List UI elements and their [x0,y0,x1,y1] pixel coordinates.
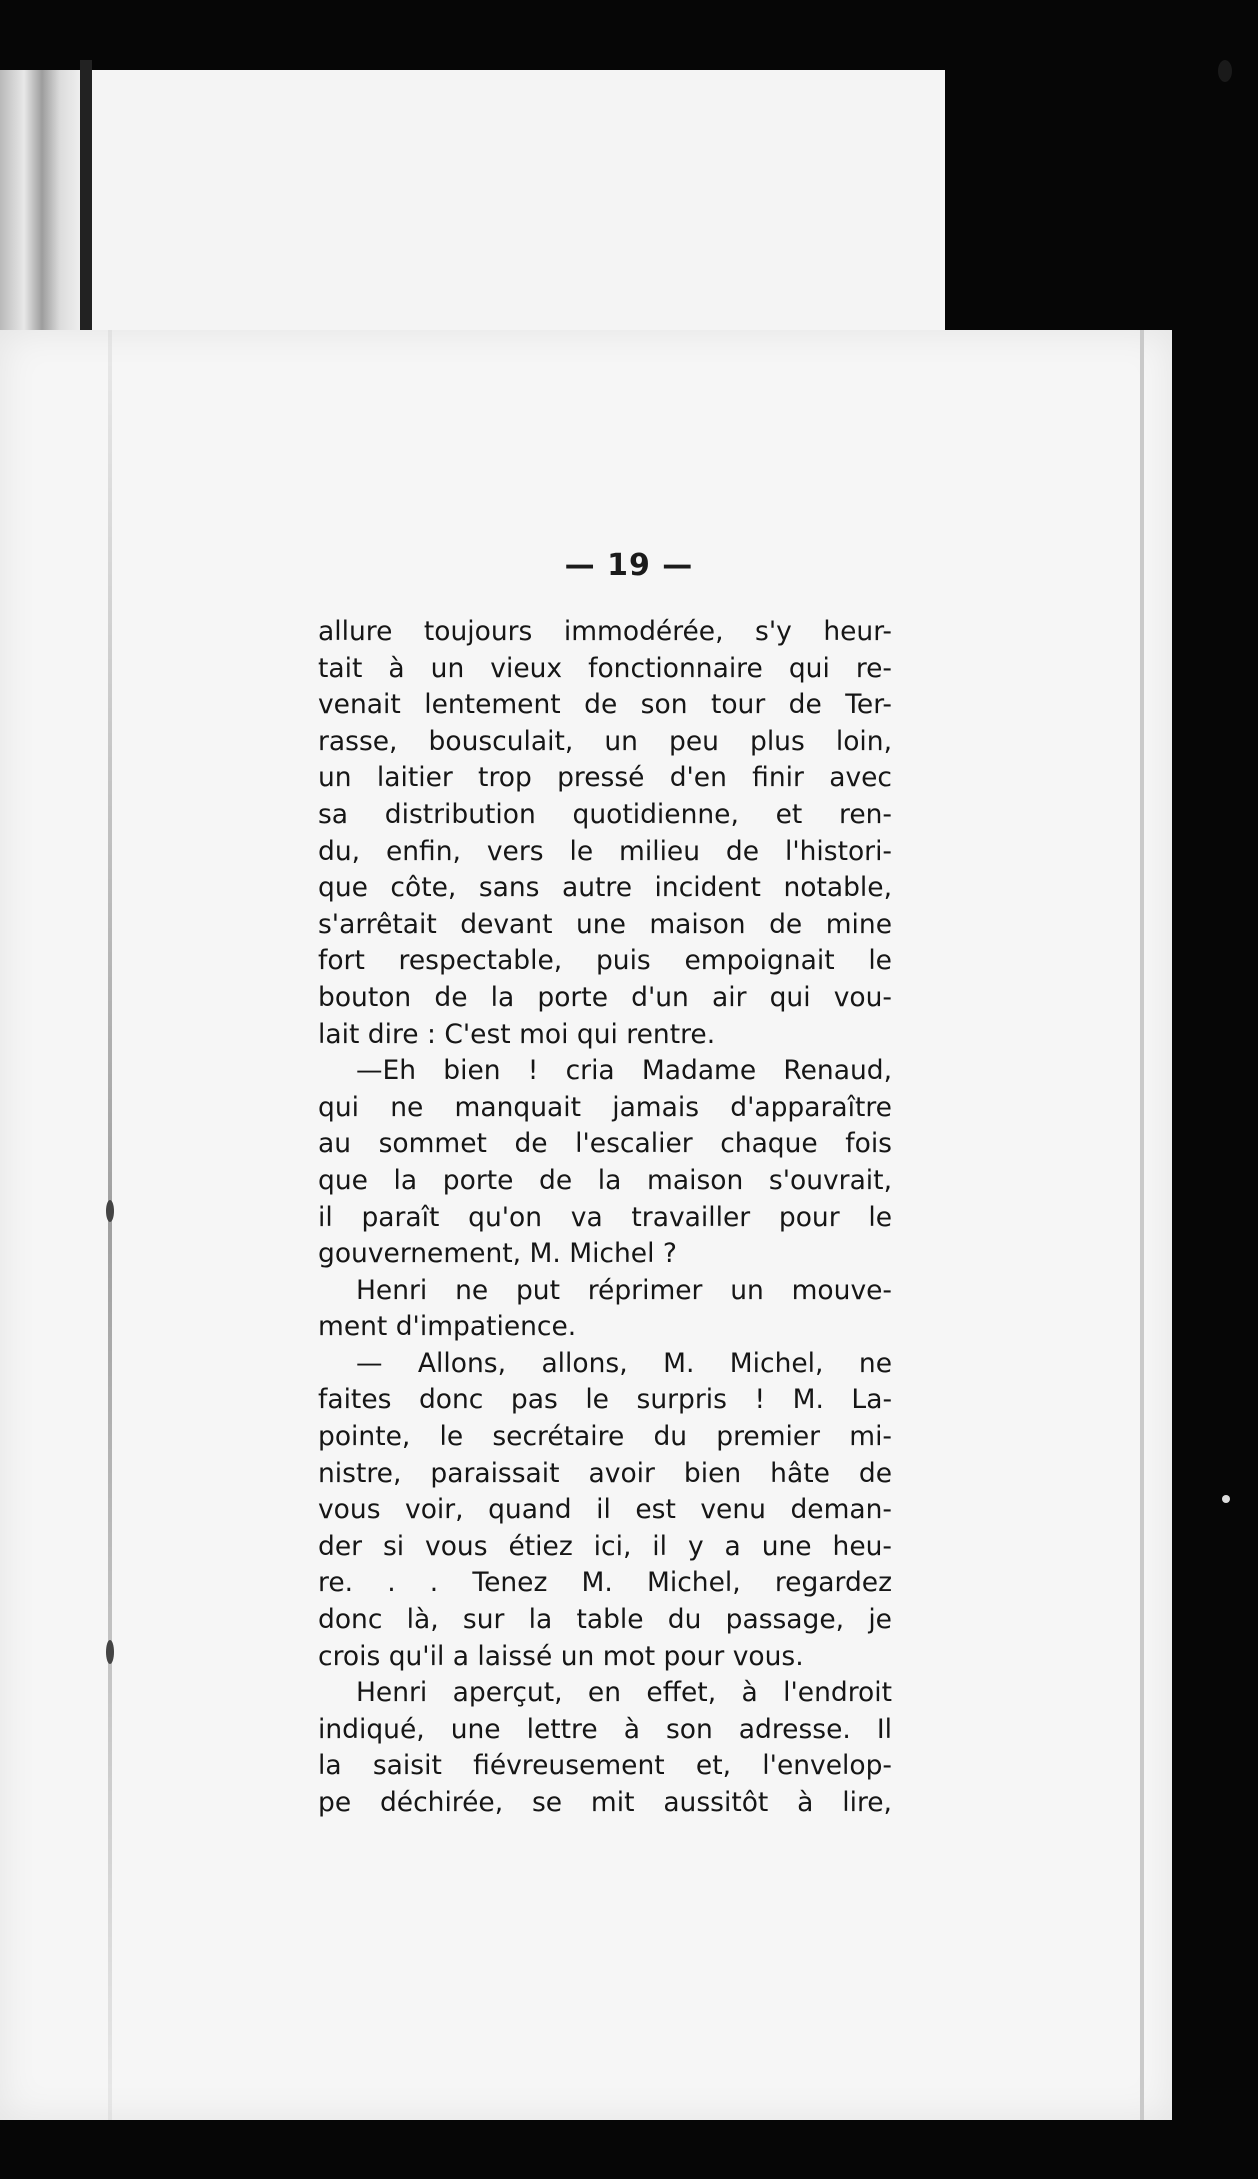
text-line: sa distribution quotidienne, et ren- [318,798,892,830]
page-number: — 19 — [564,548,694,583]
dust-speck [106,1200,114,1222]
fold-shadow [80,60,92,350]
text-line: faites donc pas le surpris ! M. La- [318,1384,892,1416]
dust-speck [106,1640,114,1664]
text-line: crois qu'il a laissé un mot pour vous. [318,1640,804,1672]
text-line: indiqué, une lettre à son adresse. Il [318,1713,892,1745]
text-line: donc là, sur la table du passage, je [318,1604,892,1636]
text-line: pointe, le secrétaire du premier mi- [318,1421,892,1453]
dust-speck [1218,60,1232,82]
text-line: ment d'impatience. [318,1311,577,1343]
page-gutter-shadow [108,330,112,2120]
text-line: nistre, paraissait avoir bien hâte de [318,1457,892,1489]
text-line: la saisit fiévreusement et, l'envelop- [318,1750,892,1782]
text-line: rasse, bousculait, un peu plus loin, [318,725,892,757]
text-line: vous voir, quand il est venu deman- [318,1494,892,1526]
text-line: re. . . Tenez M. Michel, regardez [318,1567,892,1599]
text-line: —Eh bien ! cria Madame Renaud, [356,1055,892,1087]
text-line: Henri aperçut, en effet, à l'endroit [356,1677,892,1709]
text-line: tait à un vieux fonctionnaire qui re- [318,652,892,684]
text-line: du, enfin, vers le milieu de l'histori- [318,835,892,867]
text-line: il paraît qu'on va travailler pour le [318,1201,892,1233]
text-line: que côte, sans autre incident notable, [318,872,892,904]
text-line: allure toujours immodérée, s'y heur- [318,616,892,647]
dust-speck [1222,1495,1230,1503]
text-line: fort respectable, puis empoignait le [318,945,892,977]
text-line: que la porte de la maison s'ouvrait, [318,1164,892,1196]
text-line: gouvernement, M. Michel ? [318,1238,677,1270]
text-line: venait lentement de son tour de Ter- [318,689,892,721]
text-line: — Allons, allons, M. Michel, ne [356,1347,892,1379]
upper-paper-sheet [90,70,945,340]
text-line: s'arrêtait devant une maison de mine [318,908,892,940]
text-line: un laitier trop pressé d'en finir avec [318,762,892,794]
text-line: der si vous étiez ici, il y a une heu- [318,1530,892,1562]
text-line: au sommet de l'escalier chaque fois [318,1128,892,1160]
text-line: pe déchirée, se mit aussitôt à lire, [318,1787,892,1818]
text-line: qui ne manquait jamais d'apparaître [318,1091,892,1123]
body-text [318,614,892,1822]
text-line: lait dire : C'est moi qui rentre. [318,1018,716,1050]
page-right-edge [1140,330,1144,2120]
text-line: Henri ne put réprimer un mouve- [356,1274,892,1306]
text-line: bouton de la porte d'un air qui vou- [318,981,892,1013]
